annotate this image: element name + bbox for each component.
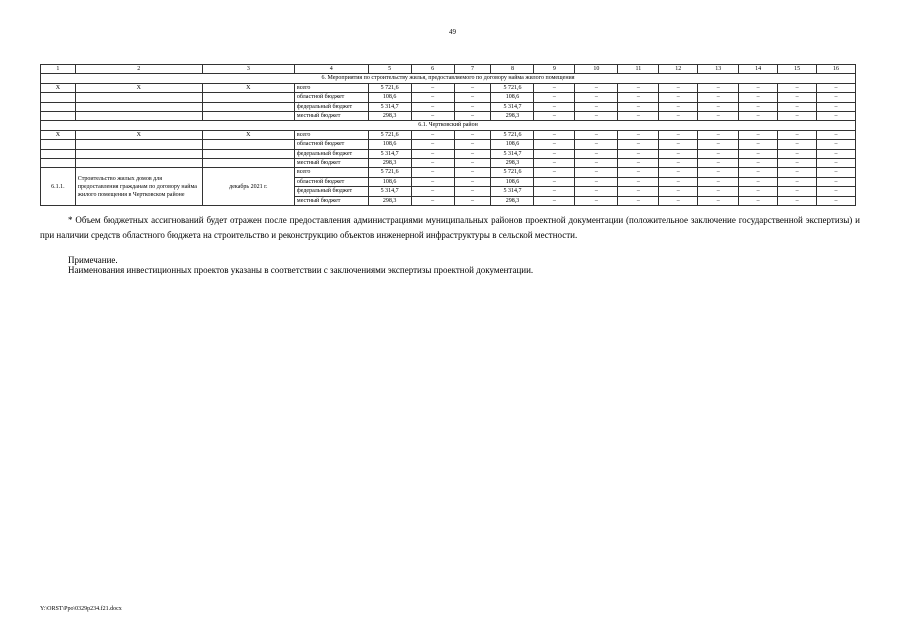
table-cell (202, 149, 294, 158)
table-cell: местный бюджет (294, 159, 368, 168)
table-cell: – (739, 168, 778, 177)
table-cell: – (698, 140, 739, 149)
table-cell: – (454, 168, 491, 177)
table-cell: 108,6 (368, 93, 411, 102)
column-number-header: 15 (778, 65, 817, 74)
table-cell: федеральный бюджет (294, 102, 368, 111)
table-cell: 5 721,6 (368, 168, 411, 177)
table-cell: – (698, 196, 739, 205)
table-cell: – (618, 159, 659, 168)
table-cell (75, 102, 202, 111)
table-cell: – (817, 187, 856, 196)
table-cell: 298,3 (491, 112, 534, 121)
table-cell: – (575, 187, 618, 196)
table-cell: – (739, 187, 778, 196)
table-cell: 5 314,7 (491, 187, 534, 196)
table-cell: – (454, 83, 491, 92)
table-cell: – (454, 159, 491, 168)
table-cell: 5 314,7 (368, 187, 411, 196)
table-cell: 5 721,6 (491, 168, 534, 177)
table-cell: – (659, 196, 698, 205)
column-number-header: 10 (575, 65, 618, 74)
table-cell: – (698, 102, 739, 111)
table-row (41, 93, 856, 102)
table-cell: – (778, 93, 817, 102)
table-cell: – (778, 177, 817, 186)
column-number-header: 4 (294, 65, 368, 74)
table-cell: – (411, 93, 454, 102)
table-cell: – (411, 83, 454, 92)
table-cell: – (698, 112, 739, 121)
table-cell (41, 93, 76, 102)
table-cell (202, 102, 294, 111)
table-cell: – (534, 187, 575, 196)
table-cell: – (534, 130, 575, 139)
table-cell: – (778, 140, 817, 149)
table-cell: – (778, 102, 817, 111)
table-cell: – (575, 159, 618, 168)
column-number-header: 8 (491, 65, 534, 74)
table-cell (41, 149, 76, 158)
table-cell: – (659, 102, 698, 111)
table-cell: федеральный бюджет (294, 187, 368, 196)
table-cell (41, 140, 76, 149)
table-cell: – (534, 112, 575, 121)
table-cell: – (618, 168, 659, 177)
table-cell (75, 93, 202, 102)
table-cell: 5 721,6 (368, 130, 411, 139)
table-cell: – (739, 83, 778, 92)
table-cell: – (618, 177, 659, 186)
table-cell: – (817, 83, 856, 92)
table-cell: – (618, 83, 659, 92)
item-code: 6.1.1. (41, 168, 76, 206)
table-cell: – (659, 140, 698, 149)
table-cell: – (778, 149, 817, 158)
table-cell: местный бюджет (294, 196, 368, 205)
table-cell: – (618, 102, 659, 111)
table-cell: – (778, 112, 817, 121)
table-cell: – (618, 112, 659, 121)
table-cell: – (618, 149, 659, 158)
table-cell: – (698, 130, 739, 139)
table-cell: – (618, 93, 659, 102)
item-deadline: декабрь 2021 г. (202, 168, 294, 206)
table-cell: – (534, 102, 575, 111)
table-cell: федеральный бюджет (294, 149, 368, 158)
table-cell: – (659, 93, 698, 102)
table-cell: – (575, 168, 618, 177)
table-cell: – (411, 196, 454, 205)
table-cell: – (411, 149, 454, 158)
table-cell: 5 314,7 (491, 102, 534, 111)
table-cell: всего (294, 83, 368, 92)
table-cell: – (817, 159, 856, 168)
table-cell: 108,6 (491, 140, 534, 149)
table-cell: 298,3 (368, 112, 411, 121)
table-cell: областной бюджет (294, 140, 368, 149)
table-cell (75, 140, 202, 149)
column-number-header: 1 (41, 65, 76, 74)
table-cell: областной бюджет (294, 177, 368, 186)
table-cell: 5 721,6 (491, 83, 534, 92)
table-cell: – (575, 130, 618, 139)
table-cell: – (739, 159, 778, 168)
table-cell: – (618, 187, 659, 196)
table-row (41, 140, 856, 149)
table-cell: – (534, 83, 575, 92)
table-cell: – (534, 149, 575, 158)
table-cell: – (659, 130, 698, 139)
table-cell: – (739, 196, 778, 205)
table-cell: Х (75, 130, 202, 139)
table-cell: Х (202, 83, 294, 92)
table-cell: – (817, 130, 856, 139)
table-cell (75, 112, 202, 121)
note-title: Примечание. (68, 255, 118, 265)
table-cell: 5 314,7 (491, 149, 534, 158)
table-cell: – (659, 187, 698, 196)
table-cell: Х (41, 83, 76, 92)
table-cell (202, 112, 294, 121)
table-cell: – (575, 140, 618, 149)
table-cell (41, 159, 76, 168)
table-cell (202, 93, 294, 102)
table-cell: – (778, 83, 817, 92)
table-cell: – (739, 130, 778, 139)
table-cell: Х (75, 83, 202, 92)
table-cell: – (411, 112, 454, 121)
table-row (41, 168, 856, 177)
table-cell (41, 102, 76, 111)
table-cell: – (817, 177, 856, 186)
table-cell: – (454, 177, 491, 186)
table-cell: Х (202, 130, 294, 139)
table-row (41, 130, 856, 139)
table-cell: – (411, 140, 454, 149)
table-cell: – (659, 149, 698, 158)
table-row (41, 83, 856, 92)
table-cell: – (739, 93, 778, 102)
table-cell: всего (294, 130, 368, 139)
page-number: 49 (449, 28, 456, 36)
item-name: Строительство жилых домов для предоставления гражданам по договору найма жилого помещения в Чертковском районе (75, 168, 202, 206)
table-cell: – (534, 140, 575, 149)
table-cell: – (659, 159, 698, 168)
table-cell: – (454, 130, 491, 139)
table-header-row (41, 65, 856, 74)
table-cell (202, 159, 294, 168)
table-cell: – (454, 93, 491, 102)
table-cell (41, 112, 76, 121)
column-number-header: 13 (698, 65, 739, 74)
subsection-title: 6.1. Чертковский район (41, 121, 856, 130)
table-cell: – (739, 177, 778, 186)
table-cell: 298,3 (491, 159, 534, 168)
table-cell: – (698, 93, 739, 102)
table-cell: – (817, 149, 856, 158)
table-cell: – (534, 177, 575, 186)
column-number-header: 7 (454, 65, 491, 74)
table-cell (75, 149, 202, 158)
table-cell: 298,3 (368, 159, 411, 168)
table-cell: – (411, 159, 454, 168)
table-cell (202, 140, 294, 149)
column-number-header: 9 (534, 65, 575, 74)
table-cell: – (739, 102, 778, 111)
table-cell: – (454, 112, 491, 121)
budget-table (40, 64, 856, 206)
table-cell: – (618, 140, 659, 149)
table-cell: – (454, 149, 491, 158)
column-number-header: 12 (659, 65, 698, 74)
table-cell: – (659, 177, 698, 186)
table-cell: 108,6 (368, 140, 411, 149)
table-cell: 108,6 (368, 177, 411, 186)
table-cell: – (739, 149, 778, 158)
table-cell: – (575, 112, 618, 121)
note-text: Наименования инвестиционных проектов указаны в соответствии с заключениями экспертизы проектной документации. (68, 265, 534, 275)
table-row (41, 102, 856, 111)
section-title-row (41, 74, 856, 83)
table-cell: 5 314,7 (368, 102, 411, 111)
table-cell: – (454, 187, 491, 196)
table-cell: местный бюджет (294, 112, 368, 121)
table-cell: 5 314,7 (368, 149, 411, 158)
table-cell: – (698, 168, 739, 177)
table-cell: – (534, 168, 575, 177)
table-cell: – (575, 149, 618, 158)
table-cell: – (778, 196, 817, 205)
table-cell (75, 159, 202, 168)
table-cell: – (698, 149, 739, 158)
table-cell: – (411, 177, 454, 186)
table-cell: – (698, 177, 739, 186)
table-cell: 108,6 (491, 177, 534, 186)
table-cell: – (575, 93, 618, 102)
table-cell: – (778, 187, 817, 196)
table-cell: – (739, 140, 778, 149)
section-title: 6. Мероприятия по строительству жилья, предоставляемого по договору найма жилого помещения (41, 74, 856, 83)
table-cell: 298,3 (368, 196, 411, 205)
column-number-header: 14 (739, 65, 778, 74)
table-cell: – (534, 93, 575, 102)
file-path: Y:\ORST\Ppo\0329p234.f21.docx (40, 606, 122, 612)
table-cell: – (698, 83, 739, 92)
footnote-text: * Объем бюджетных ассигнований будет отражен после предоставления администрациями муниципальных районов проектной документации (положительное заключение государственной экспертизы) и при наличии средств областного бюджета на строительство и реконструкцию объектов инженерной инфраструктуры в сельской местности. (40, 215, 860, 240)
table-cell: – (534, 196, 575, 205)
table-cell: 298,3 (491, 196, 534, 205)
table-cell: 5 721,6 (491, 130, 534, 139)
table-row (41, 112, 856, 121)
table-cell: – (575, 83, 618, 92)
table-cell: – (817, 102, 856, 111)
table-cell: – (778, 168, 817, 177)
table-cell: – (534, 159, 575, 168)
table-cell: 108,6 (491, 93, 534, 102)
column-number-header: 11 (618, 65, 659, 74)
table-cell: – (698, 159, 739, 168)
table-cell: – (817, 112, 856, 121)
table-cell: Х (41, 130, 76, 139)
column-number-header: 6 (411, 65, 454, 74)
table-cell: – (575, 196, 618, 205)
table-cell: – (454, 196, 491, 205)
table-cell: – (817, 140, 856, 149)
table-cell: – (411, 130, 454, 139)
table-cell: всего (294, 168, 368, 177)
table-cell: – (575, 102, 618, 111)
table-cell: – (454, 140, 491, 149)
table-cell: – (411, 168, 454, 177)
table-cell: 5 721,6 (368, 83, 411, 92)
table-cell: – (411, 187, 454, 196)
table-cell: – (698, 187, 739, 196)
table-cell: – (659, 112, 698, 121)
column-number-header: 3 (202, 65, 294, 74)
table-cell: – (411, 102, 454, 111)
table-cell: – (659, 168, 698, 177)
table-cell: – (618, 196, 659, 205)
table-cell: – (817, 168, 856, 177)
table-cell: – (817, 93, 856, 102)
table-cell: – (778, 159, 817, 168)
table-cell: – (739, 112, 778, 121)
table-cell: – (778, 130, 817, 139)
table-cell: – (454, 102, 491, 111)
table-row (41, 149, 856, 158)
table-row (41, 159, 856, 168)
table-cell: – (575, 177, 618, 186)
table-cell: – (817, 196, 856, 205)
subsection-title-row (41, 121, 856, 130)
column-number-header: 5 (368, 65, 411, 74)
table-cell: областной бюджет (294, 93, 368, 102)
column-number-header: 2 (75, 65, 202, 74)
table-cell: – (618, 130, 659, 139)
table-cell: – (659, 83, 698, 92)
column-number-header: 16 (817, 65, 856, 74)
